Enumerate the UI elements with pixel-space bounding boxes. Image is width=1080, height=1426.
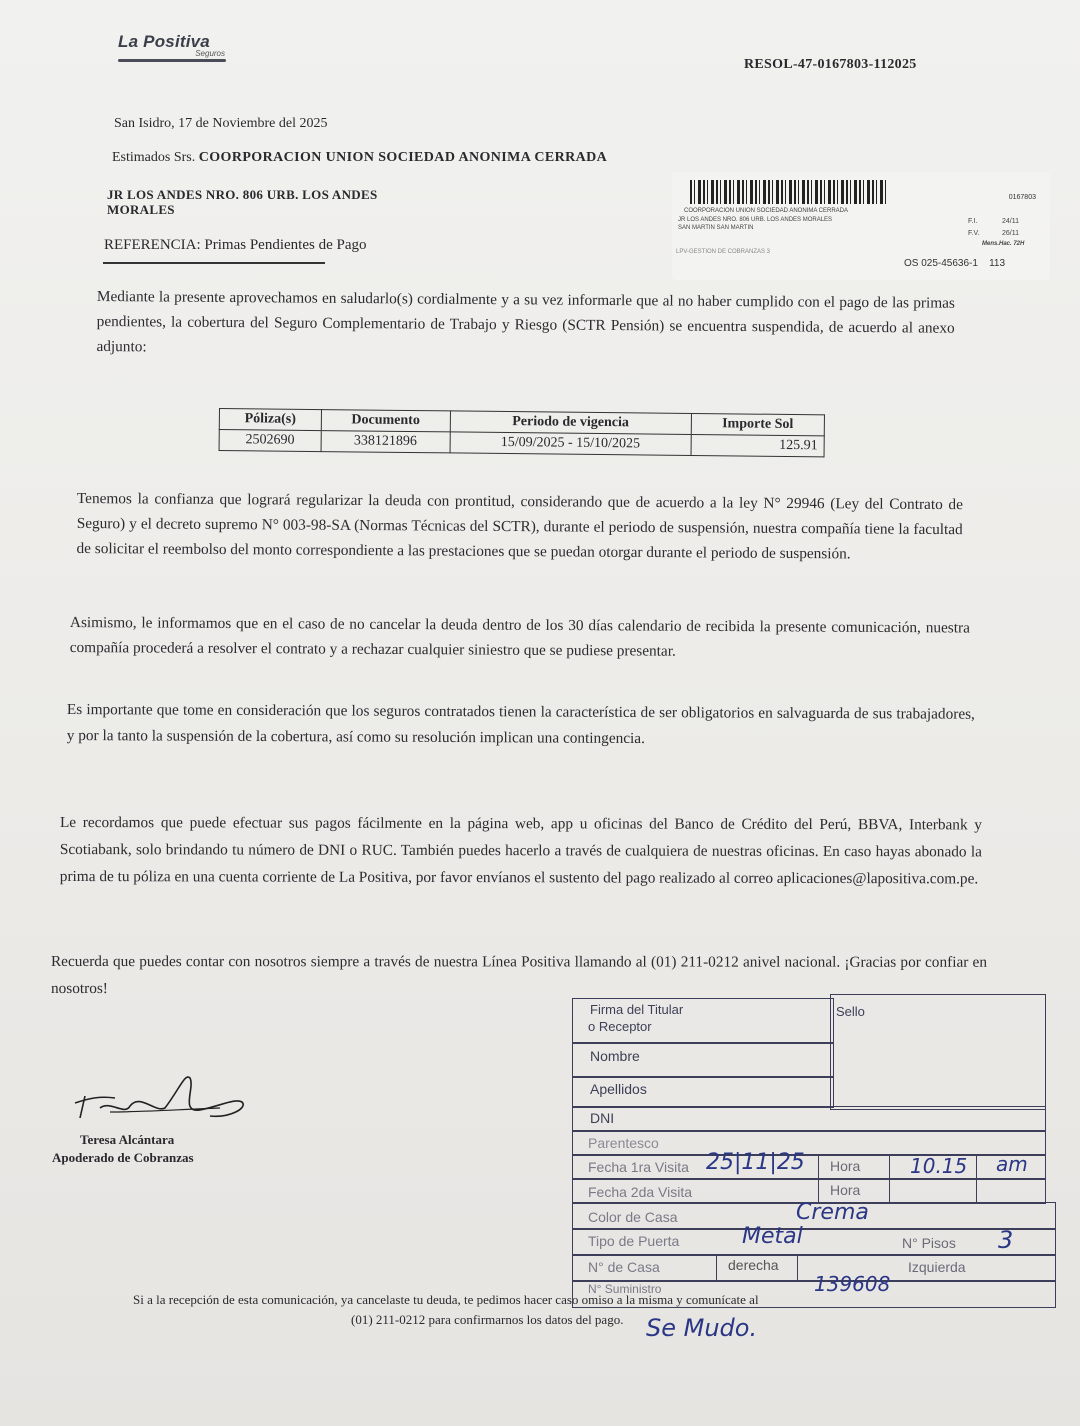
col-periodo: Periodo de vigencia xyxy=(450,411,691,435)
stamp-hora2-label: Hora xyxy=(830,1182,861,1198)
label-line1: COORPORACION UNION SOCIEDAD ANONIMA CERRADA xyxy=(684,208,849,214)
footer-line1: Si a la recepción de esta comunicación, ya cancelaste tu deuda, te pedimos hacer caso omiso a la misma y comunícate al xyxy=(133,1292,759,1307)
recipient-address xyxy=(107,187,378,217)
label-line2: JR LOS ANDES NRO. 806 URB. LOS ANDES MORALES xyxy=(678,217,833,223)
stamp-puerta-label: Tipo de Puerta xyxy=(588,1233,680,1249)
stamp-color-label: Color de Casa xyxy=(588,1209,678,1225)
stamp-suministro-label: N° Suministro xyxy=(588,1282,662,1296)
signature-image xyxy=(70,1068,250,1128)
cell-periodo: 15/09/2025 - 15/10/2025 xyxy=(450,432,691,456)
mens-hac: Mens.Hac. 72H xyxy=(982,241,1025,247)
paragraph-2: Tenemos la confianza que logrará regularizar la deuda con prontitud, considerando que de acuerdo a la ley N° 29946 (Ley del Contrato de Seguro) y el decreto supremo N° 003-98-SA (Normas Técnicas del SCTR), durante el periodo de suspensión, nuestra compañía tiene la facultad de solicitar el reembolso del monto correspondiente a las prestaciones que se puedan otorgar durante el periodo de suspensión. xyxy=(76,489,963,563)
stamp-izquierda-label: Izquierda xyxy=(908,1259,966,1275)
paragraph-3: Asimismo, le informamos que en el caso de no cancelar la deuda dentro de los 30 días calendario de recibida la presente comunicación, nuestra compañía procederá a resolver el contrato y a rechazar cualquier siniestro que se pudiese presentar. xyxy=(69,613,970,660)
stamp-casa-label: N° de Casa xyxy=(588,1259,660,1275)
recipient-name: COORPORACION UNION SOCIEDAD ANONIMA CERRADA xyxy=(198,150,608,165)
stamp-apellidos-label: Apellidos xyxy=(590,1081,647,1097)
hand-puerta: Metal xyxy=(742,1224,803,1249)
greeting xyxy=(112,150,607,166)
company-logo xyxy=(118,32,233,62)
footer-line2: (01) 211-0212 para confirmarnos los datos del pago. xyxy=(351,1312,624,1327)
label-line3: SAN MARTIN SAN MARTIN xyxy=(678,225,754,231)
paragraph-1: Mediante la presente aprovechamos en saludarlo(s) cordialmente y a su vez informarle que al no haber cumplido con el pago de las primas pendientes, la cobertura del Seguro Complementario de Trabajo y Riesgo (SCTR Pensión) se encuentra suspendida, de acuerdo al anexo adjunto: xyxy=(96,287,955,356)
company-sub: Seguros xyxy=(195,49,225,58)
hand-color: Crema xyxy=(796,1200,869,1225)
signer-name: Teresa Alcántara xyxy=(80,1132,175,1147)
stamp-hora-label: Hora xyxy=(830,1158,861,1174)
greeting-prefix: Estimados Srs. xyxy=(112,150,196,165)
hand-hora1: 10.15 xyxy=(910,1154,968,1178)
os-code: OS 025-45636-1 xyxy=(904,258,978,269)
stamp-firma-label: Firma del Titular xyxy=(590,1002,684,1017)
reference-line: REFERENCIA: Primas Pendientes de Pago xyxy=(104,237,367,253)
reception-stamp xyxy=(566,992,1056,1352)
fv-label: F.V. xyxy=(968,230,980,237)
paragraph-6: Recuerda que puedes contar con nosotros siempre a través de nuestra Línea Positiva llamando al (01) 211-0212 anivel nacional. ¡Gracias por confiar en nosotros! xyxy=(50,953,987,998)
resolution-code: RESOL-47-0167803-112025 xyxy=(744,57,917,72)
label-line4: LPV-GESTION DE COBRANZAS 3 xyxy=(676,249,771,255)
hand-pisos: 3 xyxy=(998,1226,1014,1254)
hand-ampm: am xyxy=(996,1152,1028,1176)
stamp-derecha-label: derecha xyxy=(728,1257,779,1273)
company-name: La Positiva xyxy=(118,32,210,51)
col-poliza: Póliza(s) xyxy=(219,409,321,431)
fi-label: F.I. xyxy=(968,218,978,225)
paragraph-5: Le recordamos que puede efectuar sus pagos fácilmente en la página web, app u oficinas del Banco de Crédito del Perú, BBVA, Interbank y Scotiabank, solo brindando tu número de DNI o RUC. También puedes hacerlo a través de cualquiera de nuestras oficinas. En caso hayas abonado la prima de tu póliza en una cuenta corriente de La Positiva, por favor envíanos el sustento del pago realizado al correo aplicaciones@lapositiva.com.pe. xyxy=(59,814,982,888)
os-num: 113 xyxy=(989,258,1006,269)
reference-underline xyxy=(103,262,325,264)
fi-value: 24/11 xyxy=(1002,218,1019,225)
hand-fecha1: 25|11|25 xyxy=(706,1150,805,1175)
policy-table xyxy=(219,408,825,457)
stamp-receptor-label: o Receptor xyxy=(588,1019,652,1034)
address-line1: JR LOS ANDES NRO. 806 URB. LOS ANDES xyxy=(107,187,378,202)
stamp-pisos-label: N° Pisos xyxy=(902,1235,956,1251)
logo-swoosh xyxy=(118,59,226,62)
fv-value: 26/11 xyxy=(1002,230,1019,237)
stamp-dni-cell xyxy=(572,1106,1046,1132)
cell-poliza: 2502690 xyxy=(219,430,321,452)
stamp-parentesco-label: Parentesco xyxy=(588,1135,659,1151)
col-importe: Importe Sol xyxy=(691,413,824,435)
paragraph-4: Es importante que tome en consideración que los seguros contratados tienen la característica de ser obligatorios en salvaguarda de sus trabajadores, y por la tanto la suspensión de la cobertura, así como su resolución implican una contingencia. xyxy=(66,700,975,748)
barcode xyxy=(690,180,886,204)
stamp-nombre-label: Nombre xyxy=(590,1048,640,1064)
stamp-sello-label: Sello xyxy=(836,1004,865,1019)
signer-role: Apoderado de Cobranzas xyxy=(52,1150,194,1165)
stamp-fecha2-label: Fecha 2da Visita xyxy=(588,1184,693,1200)
cell-documento: 338121896 xyxy=(321,431,450,453)
hand-note: Se Mudo. xyxy=(646,1314,758,1342)
cell-importe: 125.91 xyxy=(691,434,824,456)
stamp-fecha1-label: Fecha 1ra Visita xyxy=(588,1159,689,1175)
address-line2: MORALES xyxy=(107,202,175,217)
os-number xyxy=(904,258,1005,269)
letter-date: San Isidro, 17 de Noviembre del 2025 xyxy=(114,116,328,131)
label-code: 0167803 xyxy=(1008,194,1036,201)
stamp-dni-label: DNI xyxy=(590,1110,615,1126)
col-documento: Documento xyxy=(321,410,450,432)
hand-suministro: 139608 xyxy=(814,1272,891,1296)
mailing-label xyxy=(672,172,1050,280)
